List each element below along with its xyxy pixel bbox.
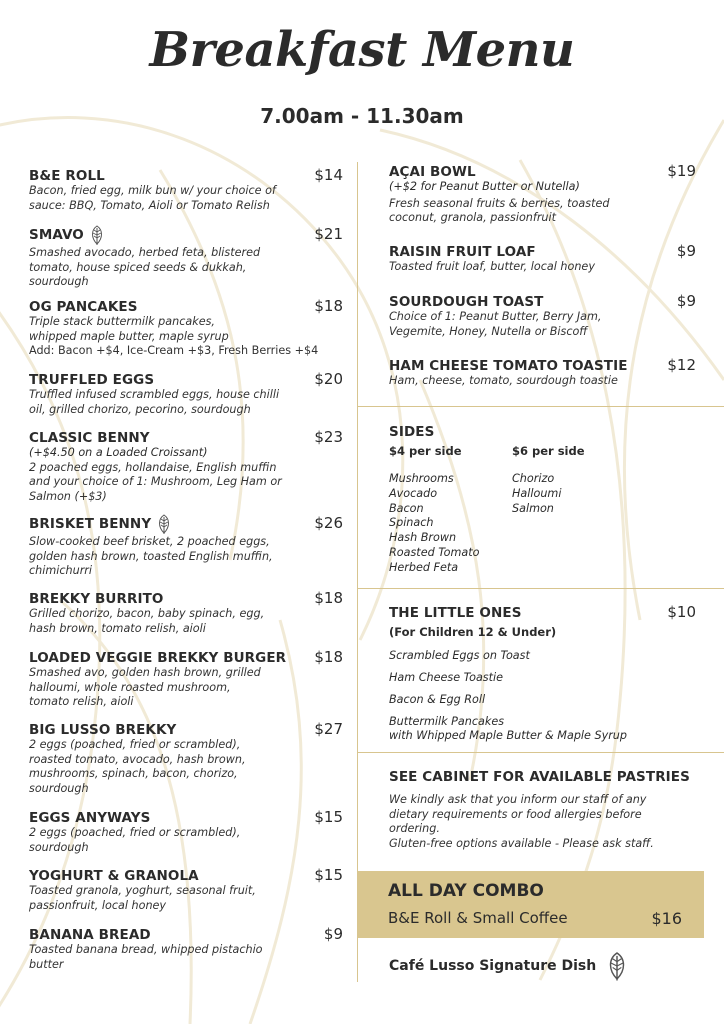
menu-item — [29, 297, 343, 359]
item-name: BANANA BREAD — [29, 927, 151, 943]
item-name: BRISKET BENNY — [29, 513, 173, 535]
item-description: Bacon, fried egg, milk bun w/ your choice of sauce: BBQ, Tomato, Aioli or Tomato Relish — [29, 184, 276, 212]
item-description: 2 eggs (poached, fried or scrambled), sourdough — [29, 826, 241, 854]
combo-subtitle: B&E Roll & Small Coffee — [388, 909, 568, 927]
cabinet-title: SEE CABINET FOR AVAILABLE PASTRIES — [389, 769, 690, 785]
menu-item — [29, 866, 343, 913]
column-divider — [357, 162, 358, 982]
combo-price: $16 — [651, 909, 682, 928]
menu-title: Breakfast Menu — [149, 22, 575, 78]
combo-title: ALL DAY COMBO — [388, 881, 544, 901]
item-price: $23 — [314, 428, 343, 446]
menu-item — [29, 808, 343, 855]
item-name: SMAVO — [29, 224, 106, 246]
item-description: Toasted banana bread, whipped pistachio butter — [29, 943, 263, 971]
section-divider — [358, 406, 724, 407]
item-description: Ham, cheese, tomato, sourdough toastie — [389, 374, 618, 387]
section-divider — [358, 588, 724, 589]
item-addons: Add: Bacon +$4, Ice-Cream +$3, Fresh Berries +$4 — [29, 344, 319, 358]
signature-leaf-icon — [155, 513, 173, 535]
item-price: $9 — [323, 925, 343, 943]
item-price: $18 — [314, 297, 343, 315]
item-name: AÇAI BOWL — [389, 164, 476, 180]
item-price: $26 — [314, 514, 343, 532]
item-price: $15 — [314, 866, 343, 884]
menu-item — [29, 428, 343, 504]
sides-column-6 — [512, 444, 585, 516]
section-subtitle: (For Children 12 & Under) — [389, 625, 557, 639]
item-price: $18 — [314, 589, 343, 607]
item-description: Grilled chorizo, bacon, baby spinach, egg, hash brown, tomato relish, aioli — [29, 607, 265, 635]
signature-leaf-icon — [604, 948, 630, 984]
item-name: BIG LUSSO BREKKY — [29, 722, 177, 738]
item-description: Choice of 1: Peanut Butter, Berry Jam, Vegemite, Honey, Nutella or Biscoff — [389, 310, 602, 338]
menu-item — [29, 589, 343, 636]
signature-legend-text: Café Lusso Signature Dish — [389, 958, 597, 974]
signature-legend — [389, 948, 630, 984]
item-name: YOGHURT & GRANOLA — [29, 868, 199, 884]
sides-price-heading: $6 per side — [512, 444, 585, 458]
item-description: Triple stack buttermilk pancakes, whipped maple butter, maple syrup — [29, 315, 229, 343]
dietary-notes: We kindly ask that you inform our staff of any dietary requirements or food allergies before ordering. Gluten-free options available - Please ask staff. — [389, 793, 654, 850]
item-price: $18 — [314, 648, 343, 666]
item-price: $14 — [314, 166, 343, 184]
menu-item — [389, 162, 696, 226]
section-title: THE LITTLE ONES — [389, 605, 522, 621]
item-name: EGGS ANYWAYS — [29, 810, 151, 826]
item-description: Smashed avocado, herbed feta, blistered tomato, house spiced seeds & dukkah, sourdough — [29, 246, 261, 289]
item-description: Toasted granola, yoghurt, seasonal fruit, passionfruit, local honey — [29, 884, 256, 912]
sides-price-heading: $4 per side — [389, 444, 462, 458]
item-name: OG PANCAKES — [29, 299, 138, 315]
item-price: $19 — [667, 162, 696, 180]
item-option: (+$4.50 on a Loaded Croissant) — [29, 446, 208, 459]
item-description: Fresh seasonal fruits & berries, toasted coconut, granola, passionfruit — [389, 196, 610, 225]
item-description: Slow-cooked beef brisket, 2 poached eggs, golden hash brown, toasted English muffin, chimichurri — [29, 535, 273, 578]
item-description: 2 eggs (poached, fried or scrambled), roasted tomato, avocado, hash brown, mushrooms, spinach, bacon, chorizo, sourdough — [29, 738, 246, 795]
item-name: BREKKY BURRITO — [29, 591, 164, 607]
menu-item — [29, 925, 343, 972]
item-price: $27 — [314, 720, 343, 738]
sides-title: SIDES — [389, 424, 435, 440]
item-name: HAM CHEESE TOMATO TOASTIE — [389, 358, 628, 374]
item-price: $9 — [676, 292, 696, 310]
cabinet-section — [389, 766, 707, 851]
item-description: 2 poached eggs, hollandaise, English muffin and your choice of 1: Mushroom, Leg Ham or Salmon (+$3) — [29, 460, 282, 503]
item-name: B&E ROLL — [29, 168, 105, 184]
section-price: $10 — [667, 603, 696, 621]
item-name: CLASSIC BENNY — [29, 430, 150, 446]
combo-banner — [358, 871, 704, 938]
item-name: SOURDOUGH TOAST — [389, 294, 544, 310]
little-ones-section — [389, 603, 696, 743]
menu-item — [29, 648, 343, 710]
item-name: LOADED VEGGIE BREKKY BURGER — [29, 650, 287, 666]
item-price: $9 — [676, 242, 696, 260]
signature-leaf-icon — [88, 224, 106, 246]
sides-column-4 — [389, 444, 480, 576]
menu-item — [389, 292, 696, 339]
item-price: $21 — [314, 225, 343, 243]
item-name: TRUFFLED EGGS — [29, 372, 155, 388]
menu-item — [389, 242, 696, 275]
item-option: (+$2 for Peanut Butter or Nutella) — [389, 180, 580, 193]
menu-item — [29, 166, 343, 213]
item-price: $15 — [314, 808, 343, 826]
menu-item — [389, 356, 696, 389]
menu-item — [29, 513, 343, 579]
menu-item — [29, 720, 343, 796]
item-description: Truffled infused scrambled eggs, house chilli oil, grilled chorizo, pecorino, sourdough — [29, 388, 280, 416]
section-divider — [358, 752, 724, 753]
item-name: RAISIN FRUIT LOAF — [389, 244, 536, 260]
sides-list: Chorizo Halloumi Salmon — [512, 472, 562, 515]
sides-list: Mushrooms Avocado Bacon Spinach Hash Brown Roasted Tomato Herbed Feta — [389, 472, 480, 574]
item-price: $20 — [314, 370, 343, 388]
menu-item — [29, 370, 343, 417]
item-price: $12 — [667, 356, 696, 374]
kids-items: Scrambled Eggs on Toast Ham Cheese Toastie Bacon & Egg Roll Buttermilk Pancakes with Whipped Maple Butter & Maple Syrup — [389, 649, 627, 742]
item-description: Toasted fruit loaf, butter, local honey — [389, 260, 595, 273]
menu-item — [29, 224, 343, 290]
item-description: Smashed avo, golden hash brown, grilled halloumi, whole roasted mushroom, tomato relish, aioli — [29, 666, 261, 709]
service-hours: 7.00am - 11.30am — [260, 104, 464, 128]
